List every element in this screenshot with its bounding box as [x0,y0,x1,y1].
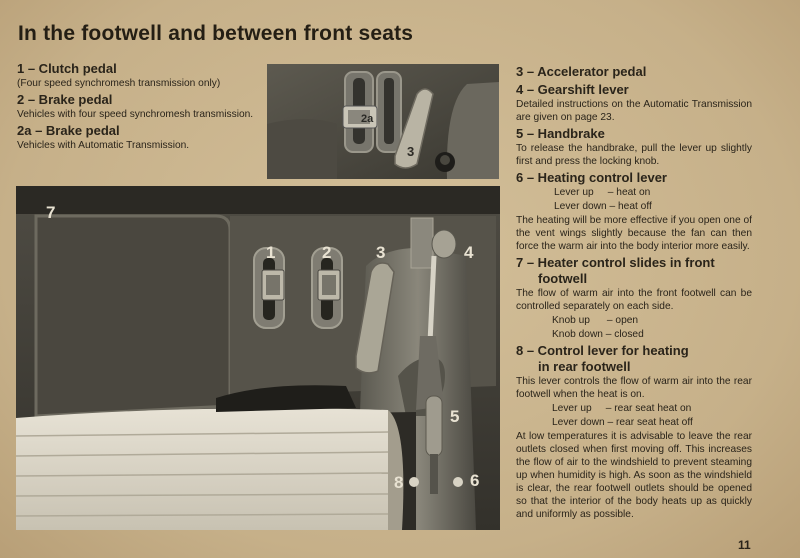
item-8-heading: 8 – Control lever for heating [516,343,689,358]
item-2a-text: Vehicles with Automatic Transmission. [17,140,190,151]
item-2a-heading: 2a – Brake pedal [17,123,120,138]
item-3-heading: 3 – Accelerator pedal [516,64,647,79]
item-2-heading: 2 – Brake pedal [17,92,113,107]
item-2-text: Vehicles with four speed synchromesh transmission. [17,109,254,120]
item-8-text-1: This lever controls the flow of warm air into the rear footwell when the heat is on. [516,376,752,400]
item-6-line-down: Lever down – heat off [554,201,652,212]
photo-label-8: 8 [394,473,404,492]
right-column [516,62,752,522]
photo-label-4: 4 [464,243,474,262]
item-8-heading-cont: in rear footwell [538,359,631,374]
item-5-heading: 5 – Handbrake [516,126,605,141]
photo-label-1: 1 [266,243,276,262]
item-6-heading: 6 – Heating control lever [516,170,667,185]
item-4-heading: 4 – Gearshift lever [516,82,629,97]
left-column [17,59,257,153]
page-number: 11 [738,538,751,552]
item-8-line-down: Lever down – rear seat heat off [552,417,693,428]
photo-top-label-3: 3 [407,144,415,159]
item-7-line-up: Knob up – open [552,315,639,326]
photo-footwell [16,186,500,530]
photo-pedals-automatic [267,64,499,179]
item-7-text: The flow of warm air into the front footwell can be controlled separately on each side. [516,288,752,312]
item-4-text: Detailed instructions on the Automatic Transmission are given on page 23. [516,99,752,123]
photo-label-7: 7 [46,203,56,222]
item-8-line-up: Lever up – rear seat heat on [552,403,692,414]
item-7-heading: 7 – Heater control slides in front [516,255,715,270]
photo-label-6: 6 [470,471,480,490]
item-8-text-2: At low temperatures it is advisable to leave the rear outlets closed when first moving off. This increases the flow of air to the windshield to prevent steaming up when humidity is high. As soon as the windshield is clear, the rear footwell outlets should be opened so that the interior of the body heats up as quickly and uniformly as possible. [516,431,752,520]
photo-label-2: 2 [322,243,332,262]
item-6-line-up: Lever up – heat on [554,187,651,198]
item-1-text: (Four speed synchromesh transmission only) [17,78,221,89]
item-1-heading: 1 – Clutch pedal [17,61,117,76]
item-6-text: The heating will be more effective if you open one of the vent wings slightly because the fan can then force the warm air into the body interior more easily. [516,215,752,252]
item-7-heading-cont: footwell [538,271,588,286]
item-7-line-down: Knob down – closed [552,329,644,340]
page-title: In the footwell and between front seats [18,22,414,45]
photo-label-3: 3 [376,243,386,262]
photo-label-5: 5 [450,407,460,426]
item-5-text: To release the handbrake, pull the lever up slightly first and press the locking knob. [516,143,752,167]
photo-top-label-2a: 2a [361,113,374,125]
